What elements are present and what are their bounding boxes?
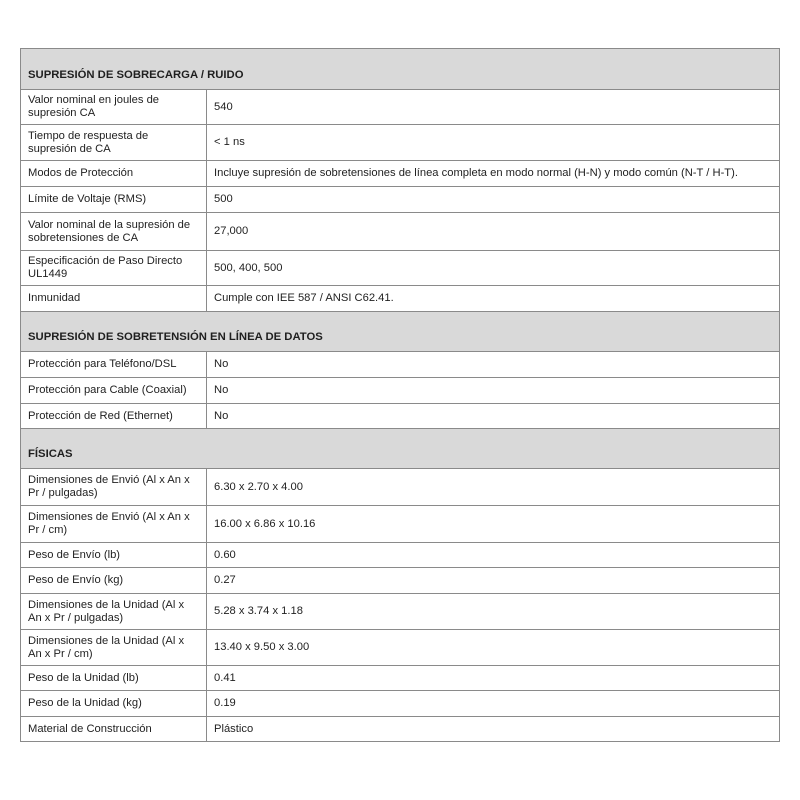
row-value: 6.30 x 2.70 x 4.00 — [207, 469, 780, 506]
row-value: 500, 400, 500 — [207, 251, 780, 286]
section-title: SUPRESIÓN DE SOBRETENSIÓN EN LÍNEA DE DATOS — [21, 312, 780, 352]
table-row — [21, 717, 780, 742]
table-row — [21, 251, 780, 286]
row-label: Protección para Cable (Coaxial) — [21, 378, 207, 404]
row-label: Peso de la Unidad (lb) — [21, 666, 207, 691]
row-label: Peso de Envío (kg) — [21, 568, 207, 594]
row-value: 0.41 — [207, 666, 780, 691]
row-label: Dimensiones de Envió (Al x An x Pr / pulgadas) — [21, 469, 207, 506]
row-value: 13.40 x 9.50 x 3.00 — [207, 630, 780, 666]
row-label: Protección de Red (Ethernet) — [21, 404, 207, 429]
row-value: Cumple con IEE 587 / ANSI C62.41. — [207, 286, 780, 312]
row-value: No — [207, 404, 780, 429]
table-row — [21, 543, 780, 568]
row-label: Inmunidad — [21, 286, 207, 312]
table-row — [21, 352, 780, 378]
section-title: FÍSICAS — [21, 429, 780, 469]
table-row — [21, 469, 780, 506]
table-row — [21, 187, 780, 213]
row-value: 0.60 — [207, 543, 780, 568]
table-row — [21, 378, 780, 404]
row-label: Dimensiones de la Unidad (Al x An x Pr / pulgadas) — [21, 594, 207, 630]
table-row — [21, 630, 780, 666]
row-label: Valor nominal en joules de supresión CA — [21, 90, 207, 125]
row-value: No — [207, 378, 780, 404]
row-label: Material de Construcción — [21, 717, 207, 742]
table-row — [21, 506, 780, 543]
table-row — [21, 666, 780, 691]
table-row — [21, 691, 780, 717]
table-row — [21, 161, 780, 187]
row-label: Modos de Protección — [21, 161, 207, 187]
section-header-surge — [21, 49, 780, 90]
row-label: Peso de la Unidad (kg) — [21, 691, 207, 717]
table-row — [21, 125, 780, 161]
table-row — [21, 213, 780, 251]
row-value: Incluye supresión de sobretensiones de línea completa en modo normal (H-N) y modo común (N-T / H-T). — [207, 161, 780, 187]
row-label: Tiempo de respuesta de supresión de CA — [21, 125, 207, 161]
row-value: Plástico — [207, 717, 780, 742]
row-value: < 1 ns — [207, 125, 780, 161]
row-label: Dimensiones de Envió (Al x An x Pr / cm) — [21, 506, 207, 543]
spec-table — [20, 48, 780, 742]
table-row — [21, 90, 780, 125]
row-value: 0.19 — [207, 691, 780, 717]
row-value: 5.28 x 3.74 x 1.18 — [207, 594, 780, 630]
table-row — [21, 594, 780, 630]
row-value: 540 — [207, 90, 780, 125]
row-value: 0.27 — [207, 568, 780, 594]
section-title: SUPRESIÓN DE SOBRECARGA / RUIDO — [21, 49, 780, 90]
section-header-data-line — [21, 312, 780, 352]
table-row — [21, 568, 780, 594]
table-row — [21, 404, 780, 429]
row-value: No — [207, 352, 780, 378]
row-label: Protección para Teléfono/DSL — [21, 352, 207, 378]
row-value: 16.00 x 6.86 x 10.16 — [207, 506, 780, 543]
row-value: 27,000 — [207, 213, 780, 251]
row-value: 500 — [207, 187, 780, 213]
row-label: Límite de Voltaje (RMS) — [21, 187, 207, 213]
row-label: Valor nominal de la supresión de sobretensiones de CA — [21, 213, 207, 251]
section-header-physical — [21, 429, 780, 469]
row-label: Peso de Envío (lb) — [21, 543, 207, 568]
row-label: Especificación de Paso Directo UL1449 — [21, 251, 207, 286]
row-label: Dimensiones de la Unidad (Al x An x Pr / cm) — [21, 630, 207, 666]
table-row — [21, 286, 780, 312]
